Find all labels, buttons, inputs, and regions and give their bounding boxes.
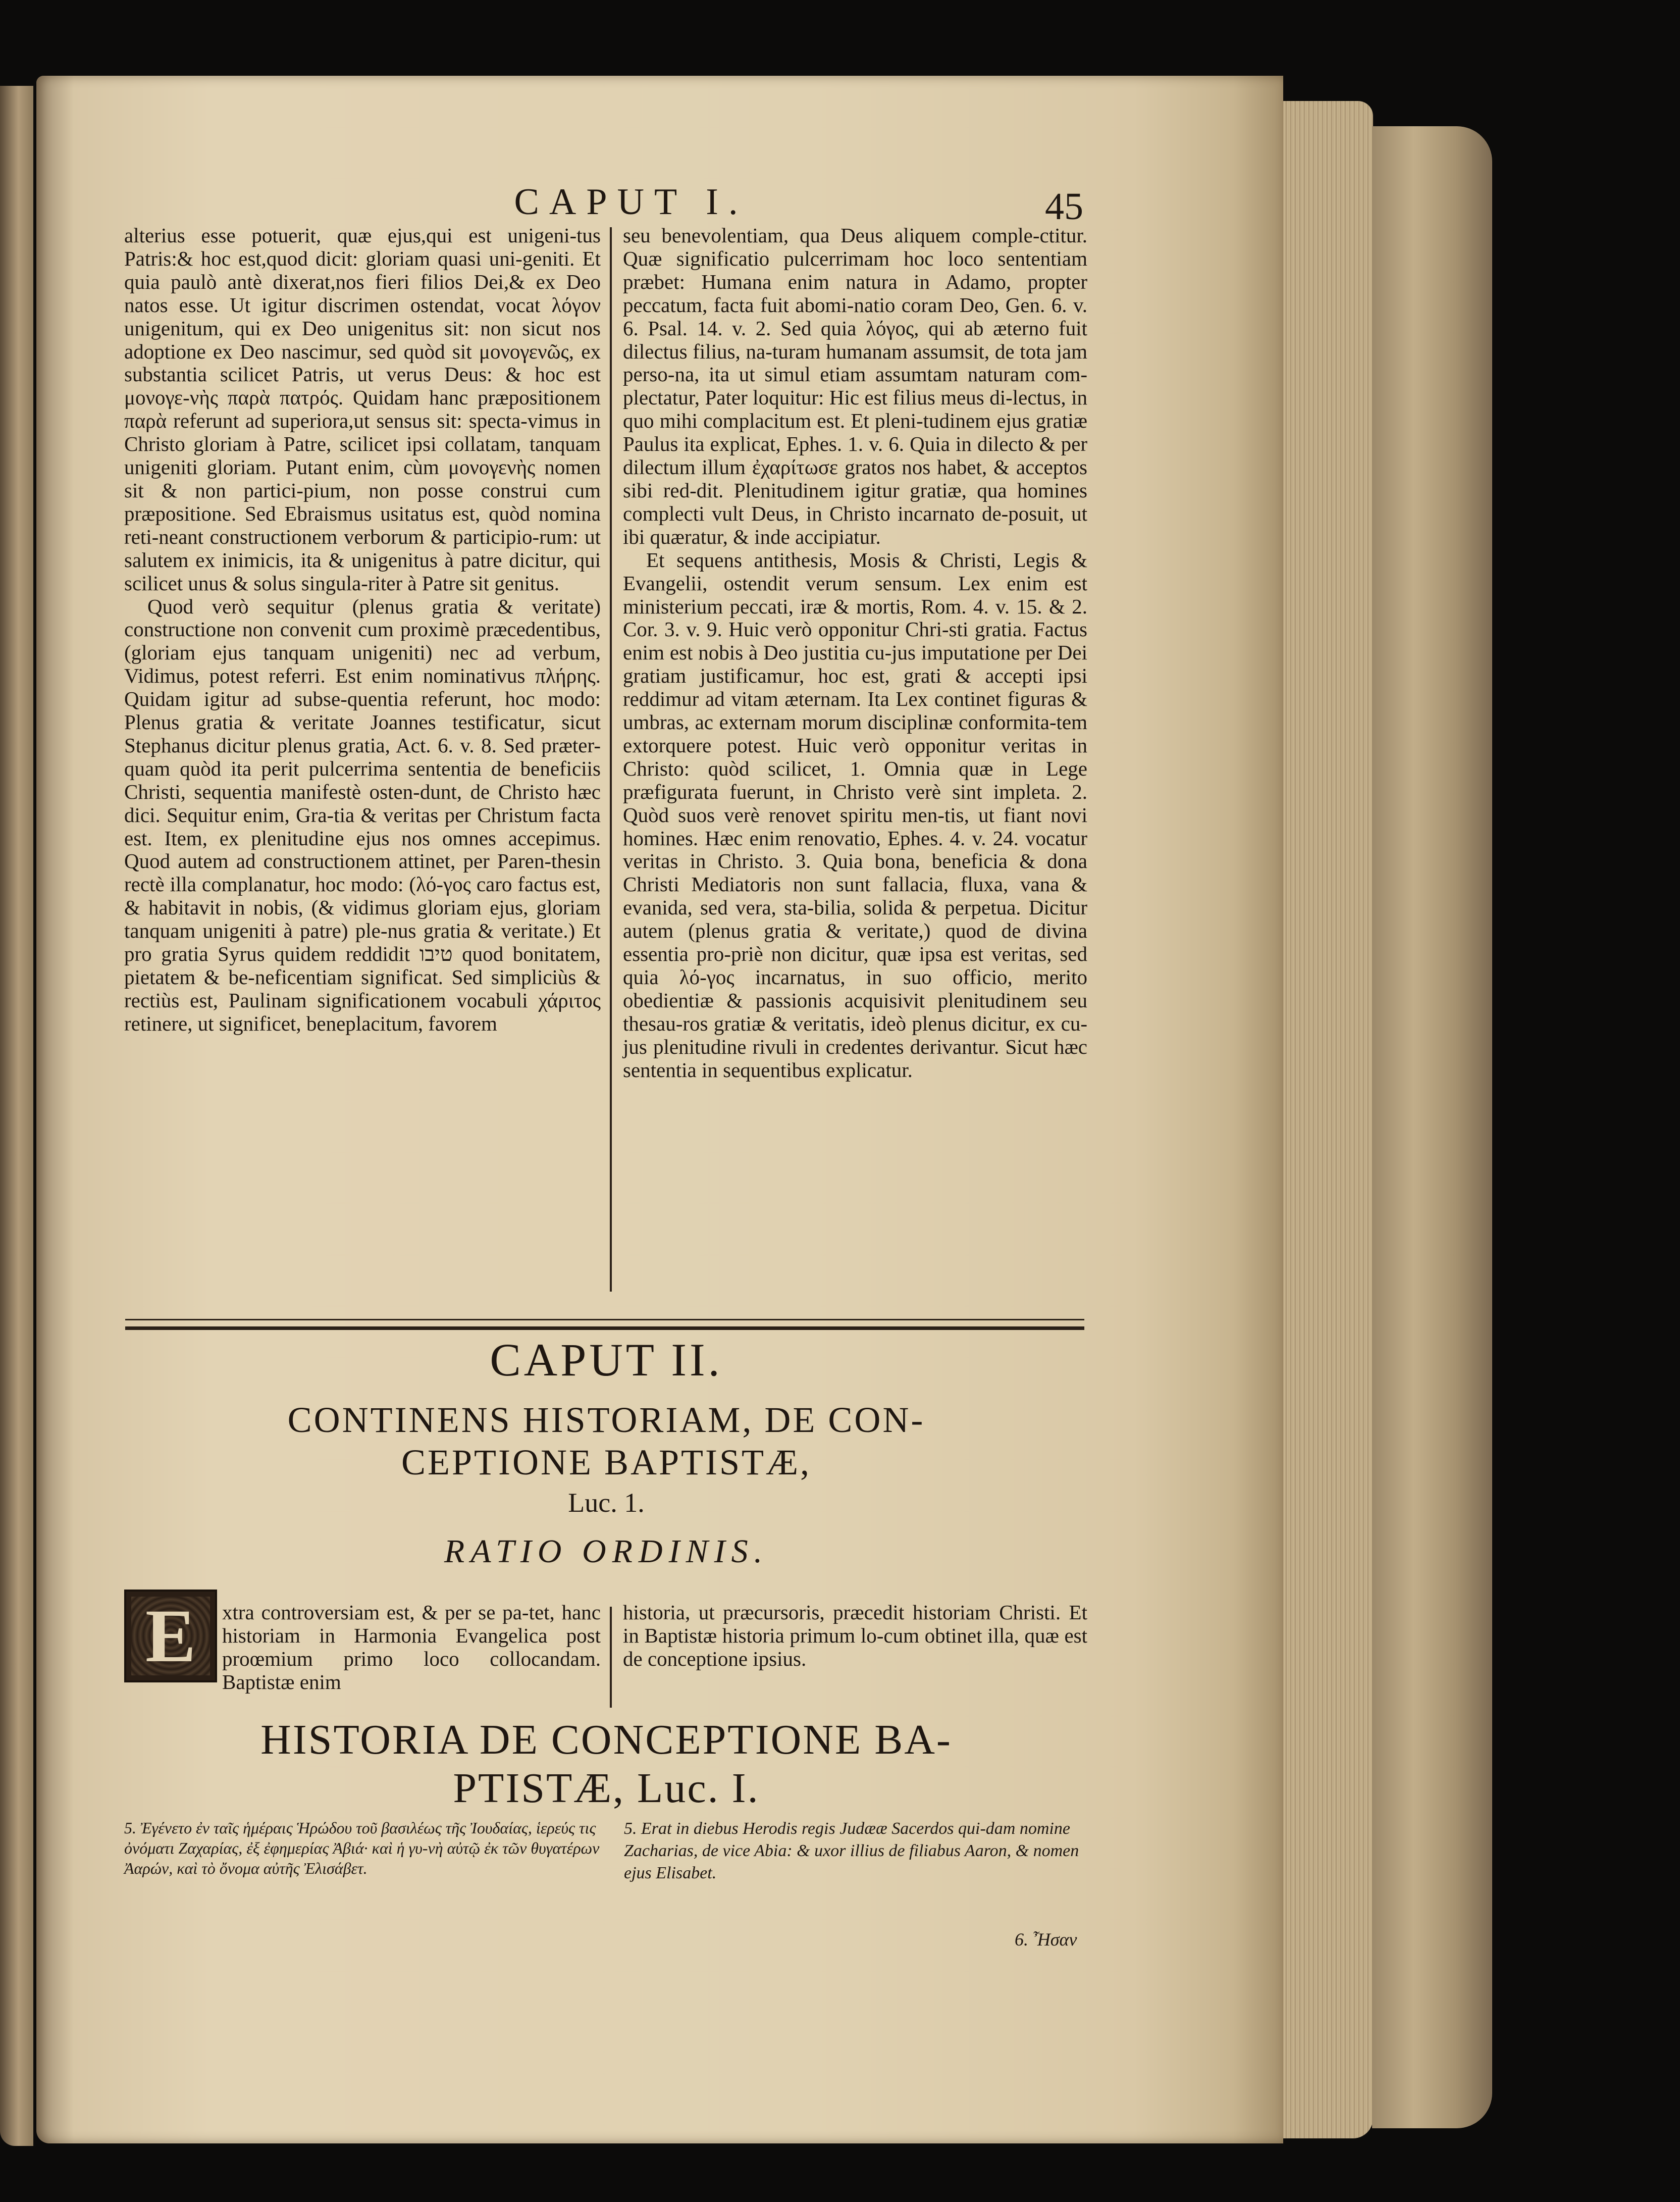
ratio-column-rule [610,1607,612,1708]
historia-heading [124,1716,1088,1813]
chapter-reference: Luc. 1. [568,1488,645,1518]
right-paragraph-1: seu benevolentiam, qua Deus aliquem comple-ctitur. Quæ significatio pulcerrimam hoc loco sententiam præbet: Humana enim natura in Adamo, propter peccatum, facta fuit abomi-natio coram Deo, Gen. 6. v. 6. Psal. 14. v. 2. Sed quia λόγος, qui ab æterno fuit dilectus filius, na-turam humanam assumsit, de tota jam perso-na, ita ut simul etiam assumtam naturam com-plectatur, Pater loquitur: Hic est filius meus di-lectus, in quo mihi complacitum est. Et pleni-tudinem ejus gratiæ Paulus ita explicat, Ephes. 1. v. 6. Quia in dilecto & per dilectum illum ἐχαρίτωσε gratos nos habet, & acceptos sibi red-dit. Plenitudinem igitur gratiæ, qua homines complecti vult Deus, in Christo incarnato de-posuit, ut ibi quæratur, & inde accipiatur. [623,224,1087,548]
initial-letter: E [145,1594,196,1678]
chapter-subtitle-line-1: CONTINENS HISTORIAM, DE CON- [287,1400,925,1440]
latin-verse: 5. Erat in diebus Herodis regis Judææ Sacerdos qui-dam nomine Zacharias, de vice Abia: & uxor illius de filiabus Aaron, & nomen ejus Elisabet. [624,1819,1079,1882]
chapter-subtitle-line-2: CEPTIONE BAPTISTÆ, [401,1442,812,1482]
page-block-edge [1283,101,1373,2138]
ratio-text-right: historia, ut præcursoris, præcedit historiam Christi. Et in Baptistæ historia primum lo-cum obtinet illa, quæ est de conceptione ipsius. [623,1601,1087,1670]
catchword: 6. Ἦσαν [1015,1929,1077,1950]
column-rule [610,227,612,1292]
left-column [124,224,601,1036]
greek-verse: 5. Ἐγένετο ἐν ταῖς ἡμέραις Ἡρώδου τοῦ βασιλέως τῆς Ἰουδαίας, ἱερεύς τις ὀνόματι Ζαχαρίας, ἐξ ἐφημερίας Ἀβιά· καὶ ἡ γυ-νὴ αὐτῷ ἐκ τῶν θυγατέρων Ἀαρών, καὶ τὸ ὄνομα αὐτῆς Ἐλισάβετ. [124,1819,600,1877]
section-divider [125,1319,1084,1330]
ratio-text-left: xtra controversiam est, & per se pa-tet, hanc historiam in Harmonia Evangelica post proœmium primo loco collocandam. Baptistæ enim [222,1601,601,1694]
previous-page-edge [0,86,33,2146]
historia-heading-line-1: HISTORIA DE CONCEPTIONE BA- [260,1716,952,1763]
page-number: 45 [1045,185,1083,228]
right-column [623,224,1087,1082]
left-paragraph-1: alterius esse potuerit, quæ ejus,qui est unigeni-tus Patris:& hoc est,quod dicit: gloriam quasi uni-geniti. Et quia paulò antè dixerat,nos fieri filios Dei,& ex Deo natos esse. Ut igitur discrimen ostendat, vocat λόγον unigenitum, qui ex Deo unigenitus sit: non sicut nos adoptione ex Deo nascimur, sed quòd sit μονογενῶς, ex substantia scilicet Patris, ut verus Deus: & hoc est μονογε-νὴς παρὰ πατρός. Quidam hanc præpositionem παρὰ referunt ad superiora,ut sensus sit: specta-vimus in Christo gloriam à Patre, scilicet ipsi collatam, tanquam unigeniti gloriam. Putant enim, cùm μονογενὴς nomen sit & non partici-pium, non posse construi cum præpositione. Sed Ebraismus usitatus est, quòd nomina reti-neant constructionem verborum & participio-rum: ut salutem ex inimicis, ita & unigenitus à patre dicitur, qui scilicet unus & solus singula-riter à Patre sit genitus. [124,224,601,595]
left-paragraph-2: Quod verò sequitur (plenus gratia & veritate) constructione non convenit cum proximè præcedentibus, (gloriam ejus tanquam unigeniti) nec ad verbum, Vidimus, potest referri. Est enim nominativus πλήρης. Quidam igitur ad subse-quentia referunt, hoc modo: Plenus gratia & veritate Joannes testificatur, sicut Stephanus dicitur plenus gratia, Act. 6. v. 8. Sed præter-quam quòd ita perit pulcerrima sententia de beneficiis Christi, sequentia manifestè osten-dunt, de Christo hæc dici. Sequitur enim, Gra-tia & veritas per Christum facta est. Item, ex plenitudine ejus nos omnes accepimus. Quod autem ad constructionem attinet, per Paren-thesin rectè illa complanatur, hoc modo: (λό-γος caro factus est, & habitavit in nobis, (& vidimus gloriam ejus, gloriam tanquam unigeniti à patre) ple-nus gratia & veritate.) Et pro gratia Syrus quidem reddidit טיבו quod bonitatem, pietatem & be-neficentiam significat. Sed simpliciùs & rectiùs est, Paulinam significationem vocabuli χάριτος retinere, ut significet, beneplacitum, favorem [124,594,601,1035]
book-cover-edge [1372,126,1492,2128]
chapter-subtitle [124,1399,1088,1483]
running-head: CAPUT I. [514,181,748,223]
chapter-heading: CAPUT II. [490,1334,723,1386]
decorated-initial [124,1590,217,1682]
historia-heading-line-2: PTISTÆ, Luc. I. [453,1765,760,1812]
order-heading: RATIO ORDINIS. [444,1533,769,1570]
right-paragraph-2: Et sequens antithesis, Mosis & Christi, Legis & Evangelii, ostendit verum sensum. Lex enim est ministerium peccati, iræ & mortis, Rom. 4. v. 15. & 2. Cor. 3. v. 9. Huic verò opponitur Chri-sti gratia. Factus enim est nobis à Deo justitia cu-jus imputatione per Dei gratiam justificamur, hoc est, grati & accepti ipsi reddimur ad vitam æternam. Ita Lex continet figuras & umbras, ac externam morum disciplinæ conformita-tem extorquere potest. Huic verò opponitur veritas in Christo: quòd scilicet, 1. Omnia quæ in Lege præfigurata fuerunt, in Christo verè sint impleta. 2. Quòd suos verè renovet spiritu men-tis, ut fiant novi homines. Hæc enim renovatio, Ephes. 4. v. 24. vocatur veritas in Christo. 3. Quia bona, beneficia & dona Christi Mediatoris non sunt fallacia, fluxa, vana & evanida, sed vera, sta-bilia, solida & perpetua. Dicitur autem (plenus gratia & veritate,) quod de divina essentia pro-priè non dicitur, quæ ipsa est veritas, sed quia λό-γος incarnatus, in suo officio, merito obedientiæ & passionis acquisivit plenitudinem seu thesau-ros gratiæ & veritatis, ideò plenus dicitur, ex cu-jus plenitudine rivuli in credentes derivantur. Sicut hæc sententia in sequentibus explicatur. [623,548,1087,1082]
